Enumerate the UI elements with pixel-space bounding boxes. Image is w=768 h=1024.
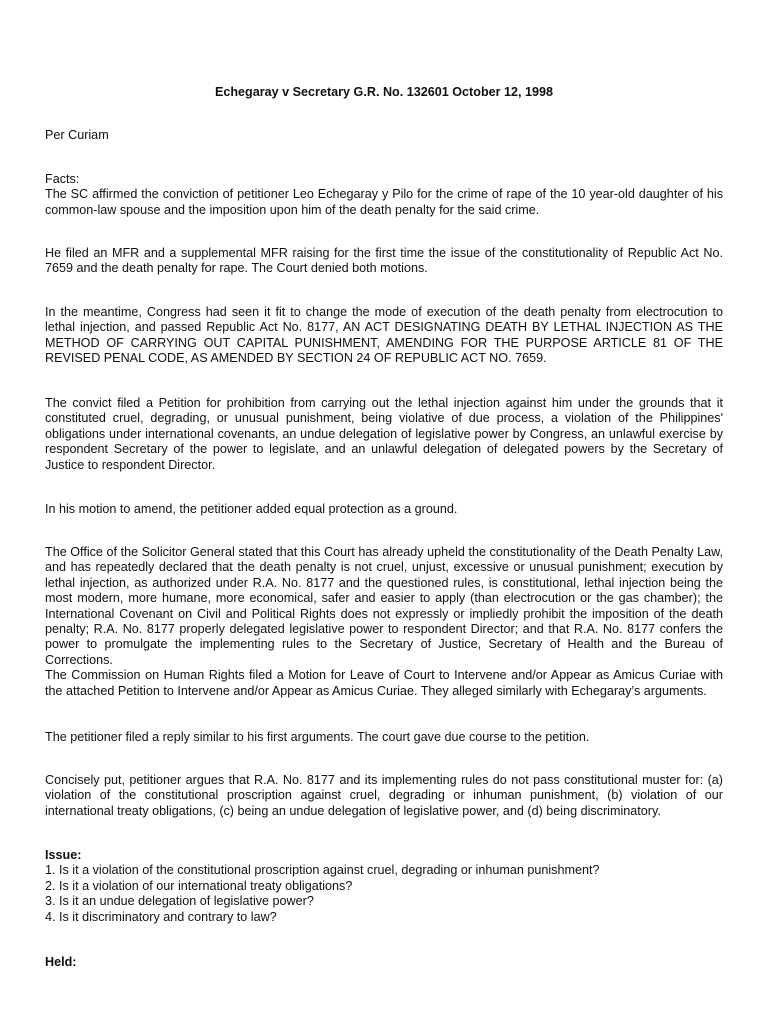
issue-item: 2. Is it a violation of our international treaty obligations? [45, 878, 353, 893]
paragraph-arguments: Concisely put, petitioner argues that R.A. No. 8177 and its implementing rules do not pass constitutional muster for: (a) violation of the constitutional proscription against cruel, degrading or inhuman punishment, (b) violation of our international treaty obligations, (c) being an undue delegation of legislative power, and (d) being discriminatory. [45, 773, 723, 818]
held-heading: Held: [45, 955, 77, 969]
per-curiam: Per Curiam [45, 128, 109, 142]
issue-heading: Issue: [45, 848, 82, 862]
paragraph-osg: The Office of the Solicitor General stated that this Court has already upheld the constitutionality of the Death Penalty Law, and has repeatedly declared that the death penalty is not cruel, unjust, excessive or unusual punishment; execution by lethal injection, as authorized under R.A. No. 8177 and the questioned rules, is constitutional, lethal injection being the most modern, more humane, more economical, safer and easier to apply (than electrocution or the gas chamber); the International Covenant on Civil and Political Rights does not expressly or impliedly prohibit the imposition of the death penalty; R.A. No. 8177 properly delegated legislative power to respondent Director; and that R.A. No. 8177 confers the power to promulgate the implementing rules to the Secretary of Justice, Secretary of Health and the Bureau of Corrections. [45, 545, 723, 667]
issue-item: 1. Is it a violation of the constitutional proscription against cruel, degrading or inhuman punishment? [45, 863, 600, 878]
issue-item: 3. Is it an undue delegation of legislative power? [45, 894, 314, 909]
paragraph-reply: The petitioner filed a reply similar to his first arguments. The court gave due course to the petition. [45, 730, 590, 744]
facts-heading: Facts: [45, 172, 80, 186]
paragraph-motion-amend: In his motion to amend, the petitioner added equal protection as a ground. [45, 502, 458, 516]
document-page [45, 0, 723, 1024]
issue-item: 4. Is it discriminatory and contrary to law? [45, 909, 277, 924]
facts-paragraph: The SC affirmed the conviction of petitioner Leo Echegaray y Pilo for the crime of rape of the 10 year-old daughter of his common-law spouse and the imposition upon him of the death penalty for the said crime. [45, 187, 723, 217]
issue-section [45, 848, 723, 925]
facts-section [45, 172, 723, 218]
paragraph-mfr: He filed an MFR and a supplemental MFR raising for the first time the issue of the constitutionality of Republic Act No. 7659 and the death penalty for rape. The Court denied both motions. [45, 246, 723, 276]
osg-and-chr-section [45, 545, 723, 699]
paragraph-ra-8177: In the meantime, Congress had seen it fit to change the mode of execution of the death penalty from electrocution to lethal injection, and passed Republic Act No. 8177, AN ACT DESIGNATING DEATH BY LETHAL INJECTION AS THE METHOD OF CARRYING OUT CAPITAL PUNISHMENT, AMENDING FOR THE PURPOSE ARTICLE 81 OF THE REVISED PENAL CODE, AS AMENDED BY SECTION 24 OF REPUBLIC ACT NO. 7659. [45, 305, 723, 366]
paragraph-chr: The Commission on Human Rights filed a Motion for Leave of Court to Intervene and/or Appear as Amicus Curiae with the attached Petition to Intervene and/or Appear as Amicus Curiae. They alleged similarly with Echegaray’s arguments. [45, 668, 723, 698]
document-title: Echegaray v Secretary G.R. No. 132601 October 12, 1998 [214, 85, 554, 99]
paragraph-petition: The convict filed a Petition for prohibition from carrying out the lethal injection against him under the grounds that it constituted cruel, degrading, or unusual punishment, being violative of due process, a violation of the Philippines' obligations under international covenants, an undue delegation of legislative power by Congress, an unlawful exercise by respondent Secretary of the power to legislate, and an unlawful delegation of delegated powers by the Secretary of Justice to respondent Director. [45, 396, 723, 472]
